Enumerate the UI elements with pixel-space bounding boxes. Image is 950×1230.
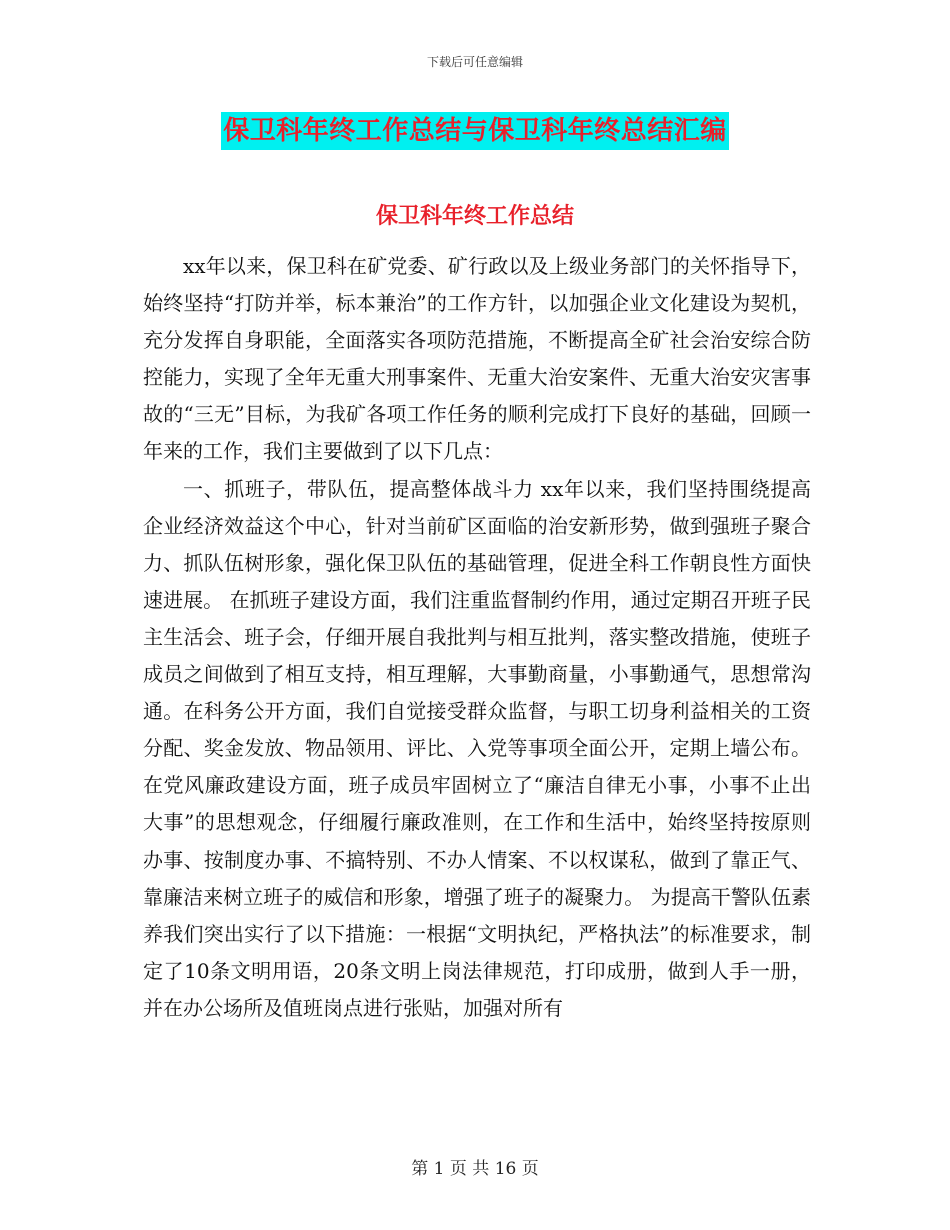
header-note: 下载后可任意编辑 bbox=[426, 55, 523, 69]
document-title bbox=[0, 112, 950, 150]
document-body bbox=[143, 248, 811, 1027]
page-footer: 第 1 页 共 16 页 bbox=[411, 1159, 539, 1179]
section-title: 保卫科年终工作总结 bbox=[375, 203, 574, 229]
paragraph-2: 一、抓班子，带队伍，提高整体战斗力 xx年以来，我们坚持围绕提高企业经济效益这个中心，针对当前矿区面临的治安新形势，做到强班子聚合力、抓队伍树形象，强化保卫队伍的基础管理，促进全科工作朝良性方面快速进展。 在抓班子建设方面，我们注重监督制约作用，通过定期召开班子民主生活会、班子会，仔细开展自我批判与相互批判，落实整改措施，使班子成员之间做到了相互支持，相互理解，大事勤商量，小事勤通气，思想常沟通。在科务公开方面，我们自觉接受群众监督，与职工切身利益相关的工资分配、奖金发放、物品领用、评比、入党等事项全面公开，定期上墙公布。在党风廉政建设方面，班子成员牢固树立了“廉洁自律无小事，小事不止出大事”的思想观念，仔细履行廉政准则，在工作和生活中，始终坚持按原则办事、按制度办事、不搞特别、不办人情案、不以权谋私，做到了靠正气、靠廉洁来树立班子的威信和形象，增强了班子的凝聚力。 为提高干警队伍素养我们突出实行了以下措施：一根据“文明执纪，严格执法”的标准要求，制定了10条文明用语，20条文明上岗法律规范，打印成册，做到人手一册，并在办公场所及值班岗点进行张贴，加强对所有 bbox=[143, 476, 811, 1020]
document-title-text: 保卫科年终工作总结与保卫科年终总结汇编 bbox=[221, 112, 729, 150]
paragraph-1: xx年以来，保卫科在矿党委、矿行政以及上级业务部门的关怀指导下，始终坚持“打防并举，标本兼治”的工作方针，以加强企业文化建设为契机，充分发挥自身职能，全面落实各项防范措施，不断提高全矿社会治安综合防控能力，实现了全年无重大刑事案件、无重大治安案件、无重大治安灾害事故的“三无”目标，为我矿各项工作任务的顺利完成打下良好的基础，回顾一年来的工作，我们主要做到了以下几点： bbox=[143, 254, 811, 464]
